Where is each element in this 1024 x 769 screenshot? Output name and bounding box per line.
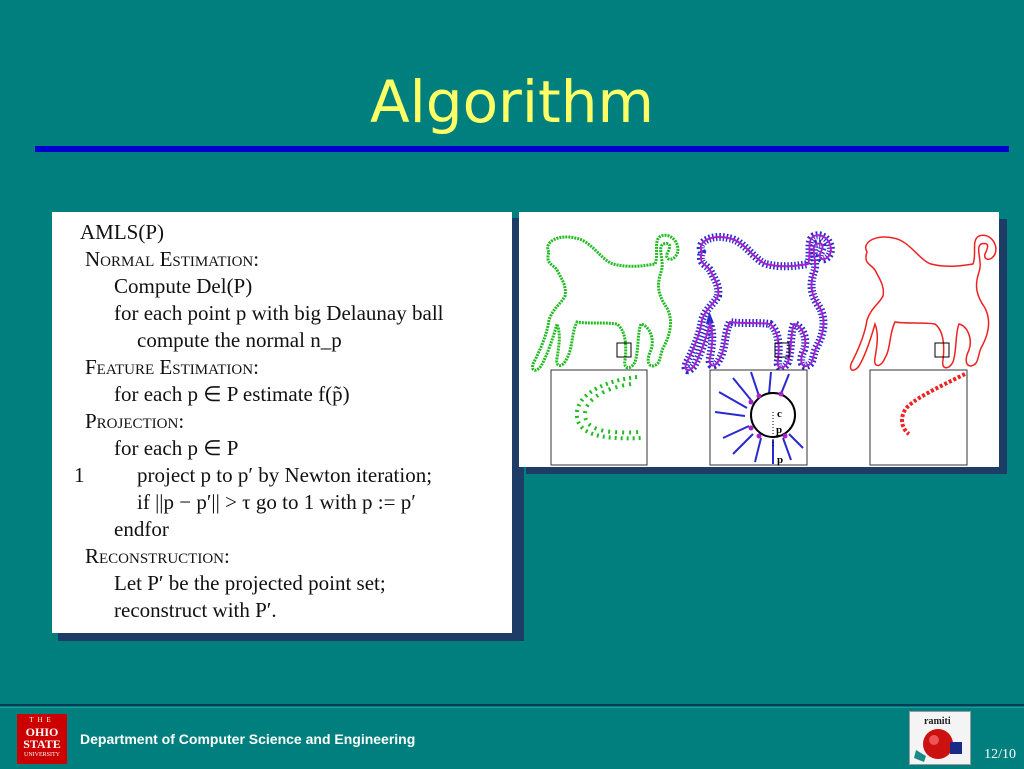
osu-logo-ohio: OHIO (25, 725, 59, 739)
inset-green-points (551, 370, 647, 465)
zoom-marker-3 (935, 343, 949, 357)
zoom-marker-1 (617, 343, 631, 357)
algo-line-compute-del: Compute Del(P) (114, 274, 253, 298)
algo-line-if-condition: if ||p − p′|| > τ go to 1 with p := p′ (137, 490, 416, 514)
footer-department: Department of Computer Science and Engineering (80, 731, 416, 747)
algo-line-projection: Projection: (85, 409, 185, 433)
blue-dog-outline (686, 235, 831, 370)
algorithm-panel (52, 212, 512, 633)
algo-line-for-each-p: for each p ∈ P (114, 436, 239, 460)
algo-line-compute-normal: compute the normal n_p (137, 328, 342, 352)
footer-divider (0, 704, 1024, 706)
page-number: 12/10 (984, 747, 1016, 762)
osu-logo-state: STATE (23, 737, 61, 751)
ohio-state-logo (17, 714, 67, 764)
algo-line-let-p: Let P′ be the projected point set; (114, 571, 386, 595)
ramiti-logo (909, 711, 971, 765)
algo-header-text: AMLS(P) (80, 220, 165, 244)
label-c: c (777, 408, 782, 420)
ramiti-logo-graphic (910, 712, 970, 764)
algo-line-normal-estimation: Normal Estimation: (85, 247, 260, 271)
algo-line-reconstruct: reconstruct with P′. (114, 598, 277, 622)
algo-line-estimate-feature: for each p ∈ P estimate f(p̃) (114, 382, 350, 406)
slide-title: Algorithm (369, 68, 655, 136)
label-p-lower: p (777, 454, 784, 466)
label-p-upper: p (776, 424, 783, 436)
red-dog-outline (851, 235, 996, 370)
algo-line-header (80, 219, 164, 245)
title-underline (35, 146, 1009, 152)
inset-red-curve (870, 370, 967, 465)
osu-logo-the: THE (29, 716, 55, 724)
dog-figure-illustration (519, 212, 999, 467)
figure-panel (519, 212, 999, 467)
algo-line-feature-estimation: Feature Estimation: (85, 355, 259, 379)
algo-line-number: 1 (74, 463, 85, 487)
algo-line-for-each-point: for each point p with big Delaunay ball (114, 301, 444, 325)
inset-normal-estimation (710, 370, 807, 466)
footer-divider-highlight (0, 707, 1024, 708)
ramiti-logo-text: ramiti (924, 716, 951, 727)
algo-line-endfor: endfor (114, 517, 169, 541)
algo-line-reconstruction: Reconstruction: (85, 544, 230, 568)
green-dog-outline (533, 235, 678, 370)
osu-logo-university: UNIVERSITY (24, 752, 60, 758)
algo-line-project: project p to p′ by Newton iteration; (137, 463, 433, 487)
